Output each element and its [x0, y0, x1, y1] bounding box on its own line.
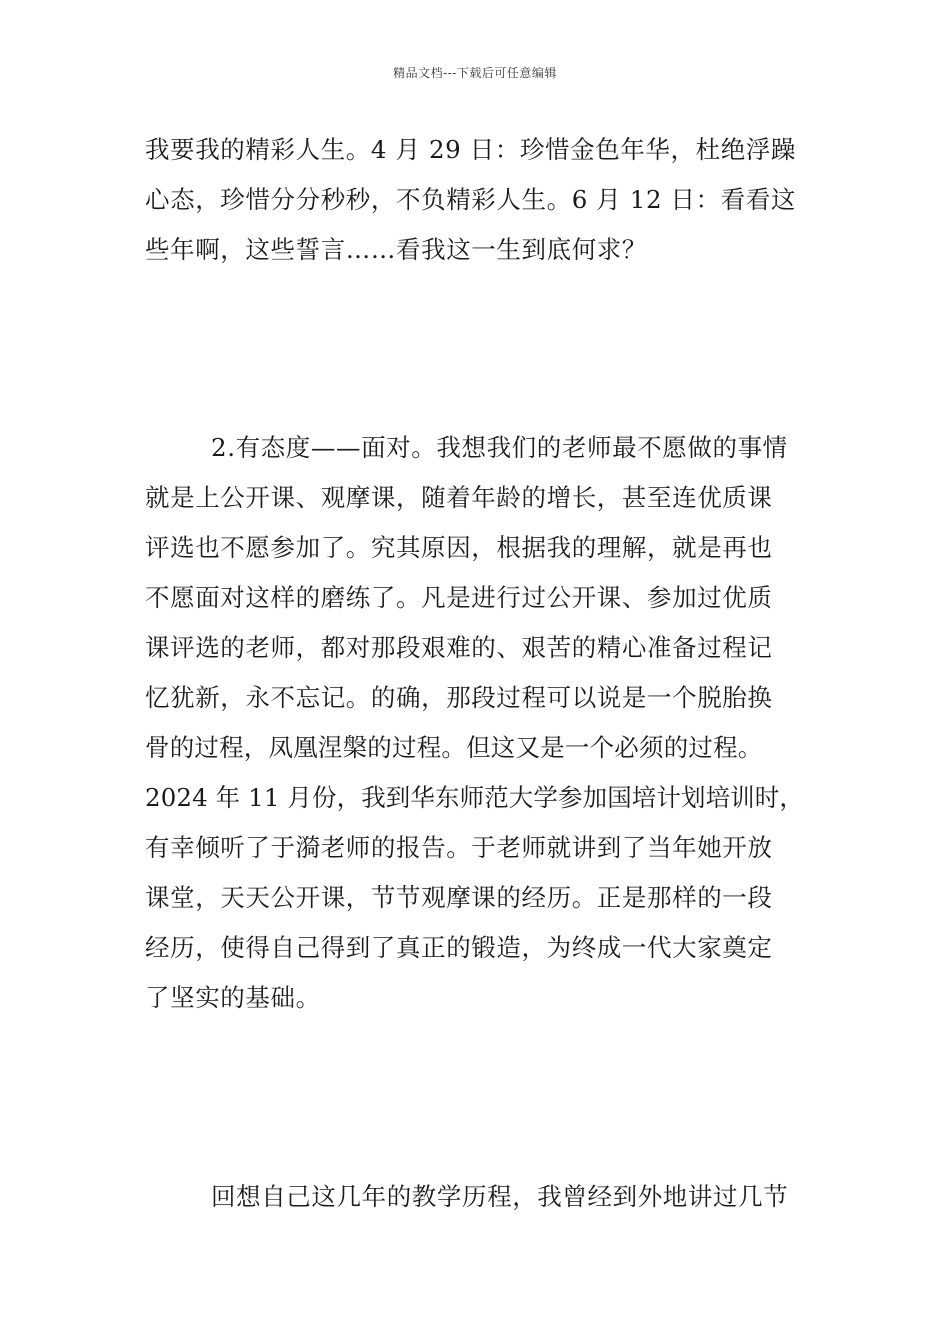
text-line: 不愿面对这样的磨练了。凡是进行过公开课、参加过优质 [145, 583, 773, 612]
text-line: 2024 年 11 月份，我到华东师范大学参加国培计划培训时， [145, 783, 804, 812]
text-line: 了坚实的基础。 [145, 983, 321, 1012]
text-line: 忆犹新，永不忘记。的确，那段过程可以说是一个脱胎换 [145, 683, 773, 712]
text-line: 课堂，天天公开课，节节观摩课的经历。正是那样的一段 [145, 883, 773, 912]
text-line: 骨的过程，凤凰涅槃的过程。但这又是一个必须的过程。 [145, 733, 763, 762]
text-line: 我要我的精彩人生。4 月 29 日：珍惜金色年华，杜绝浮躁 [145, 135, 797, 164]
text-line: 评选也不愿参加了。究其原因，根据我的理解，就是再也 [145, 533, 773, 562]
text-line: 些年啊，这些誓言……看我这一生到底何求？ [145, 235, 647, 264]
text-line: 经历，使得自己得到了真正的锻造，为终成一代大家奠定 [145, 933, 773, 962]
page-header: 精品文档---下载后可任意编辑 [393, 66, 557, 80]
text-line: 就是上公开课、观摩课，随着年龄的增长，甚至连优质课 [145, 483, 773, 512]
text-line: 心态，珍惜分分秒秒，不负精彩人生。6 月 12 日：看看这 [145, 185, 797, 214]
text-line: 有幸倾听了于漪老师的报告。于老师就讲到了当年她开放 [145, 833, 773, 862]
text-line: 2.有态度——面对。我想我们的老师最不愿做的事情 [211, 433, 788, 462]
text-line: 回想自己这几年的教学历程，我曾经到外地讲过几节 [211, 1182, 789, 1211]
text-line: 课评选的老师，都对那段艰难的、艰苦的精心准备过程记 [145, 633, 773, 662]
